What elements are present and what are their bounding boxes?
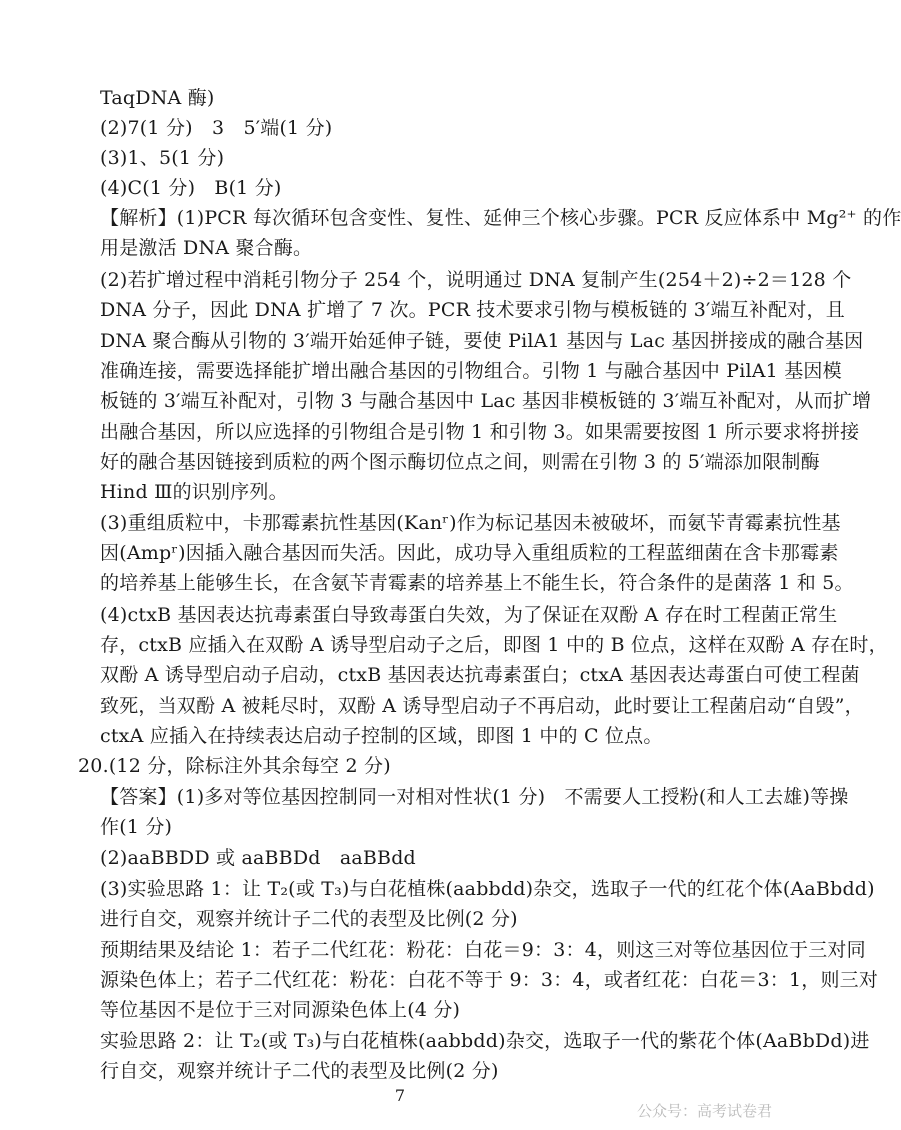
text-line: 行自交，观察并统计子二代的表型及比例(2 分) [100,1060,499,1082]
text-line: 进行自交，观察并统计子二代的表型及比例(2 分) [100,908,518,930]
text-line: 的培养基上能够生长，在含氨苄青霉素的培养基上不能生长，符合条件的是菌落 1 和 5。 [100,572,854,594]
text-line: (4)ctxB 基因表达抗毒素蛋白导致毒蛋白失效，为了保证在双酚 A 存在时工程菌正常生 [100,604,838,626]
text-line: 【答案】(1)多对等位基因控制同一对相对性状(1 分) 不需要人工授粉(和人工去雄)等操 [100,786,849,808]
text-line: 预期结果及结论 1：若子二代红花：粉花：白花＝9：3：4，则这三对等位基因位于三对同 [100,939,866,961]
text-line: 板链的 3′端互补配对，引物 3 与融合基因中 Lac 基因非模板链的 3′端互补配对，从而扩增 [100,390,872,412]
text-line: (2)7(1 分) 3 5′端(1 分) [100,117,333,139]
text-line: (2)aaBBDD 或 aaBBDd aaBBdd [100,847,416,869]
text-line: (3)1、5(1 分) [100,147,225,169]
text-line: 存，ctxB 应插入在双酚 A 诱导型启动子之后，即图 1 中的 B 位点，这样在双酚 A 存在时， [100,634,888,656]
text-line: 因(Ampʳ)因插入融合基因而失活。因此，成功导入重组质粒的工程蓝细菌在含卡那霉素 [100,542,839,564]
text-line: Hind Ⅲ的识别序列。 [100,481,288,503]
text-line: DNA 分子，因此 DNA 扩增了 7 次。PCR 技术要求引物与模板链的 3′端互补配对，且 [100,299,845,321]
text-line: 等位基因不是位于三对同源染色体上(4 分) [100,999,461,1021]
watermark: 公众号：高考试卷君 [636,1102,772,1120]
text-line: ctxA 应插入在持续表达启动子控制的区域，即图 1 中的 C 位点。 [100,725,663,747]
text-line: 源染色体上；若子二代红花：粉花：白花不等于 9：3：4，或者红花：白花＝3：1，则三对 [100,969,879,991]
text-line: 双酚 A 诱导型启动子启动，ctxB 基因表达抗毒素蛋白；ctxA 基因表达毒蛋白可使工程菌 [100,664,860,686]
text-line: 用是激活 DNA 聚合酶。 [100,237,313,259]
question-heading: 20.(12 分，除标注外其余每空 2 分) [78,755,391,777]
text-line: 【解析】(1)PCR 每次循环包含变性、复性、延伸三个核心步骤。PCR 反应体系中 Mg²⁺ 的作 [100,207,901,229]
page-number: 7 [394,1086,406,1105]
text-line: 准确连接，需要选择能扩增出融合基因的引物组合。引物 1 与融合基因中 PilA1 基因模 [100,360,842,382]
text-line: (3)重组质粒中，卡那霉素抗性基因(Kanʳ)作为标记基因未被破坏，而氨苄青霉素抗性基 [100,512,841,534]
text-line: (4)C(1 分) B(1 分) [100,177,282,199]
text-line: DNA 聚合酶从引物的 3′端开始延伸子链，要使 PilA1 基因与 Lac 基因拼接成的融合基因 [100,330,864,352]
text-line: (2)若扩增过程中消耗引物分子 254 个，说明通过 DNA 复制产生(254＋2)÷2＝128 个 [100,269,852,291]
text-line: 致死，当双酚 A 被耗尽时，双酚 A 诱导型启动子不再启动，此时要让工程菌启动“自毁”， [100,695,864,717]
text-line: 作(1 分) [100,816,173,838]
text-line: 出融合基因，所以应选择的引物组合是引物 1 和引物 3。如果需要按图 1 所示要求将拼接 [100,421,860,443]
text-line: (3)实验思路 1：让 T₂(或 T₃)与白花植株(aabbdd)杂交，选取子一代的红花个体(AaBbdd) [100,878,875,900]
text-line: 实验思路 2：让 T₂(或 T₃)与白花植株(aabbdd)杂交，选取子一代的紫花个体(AaBbDd)进 [100,1030,870,1052]
text-line: TaqDNA 酶) [100,87,215,109]
text-line: 好的融合基因链接到质粒的两个图示酶切位点之间，则需在引物 3 的 5′端添加限制酶 [100,451,820,473]
